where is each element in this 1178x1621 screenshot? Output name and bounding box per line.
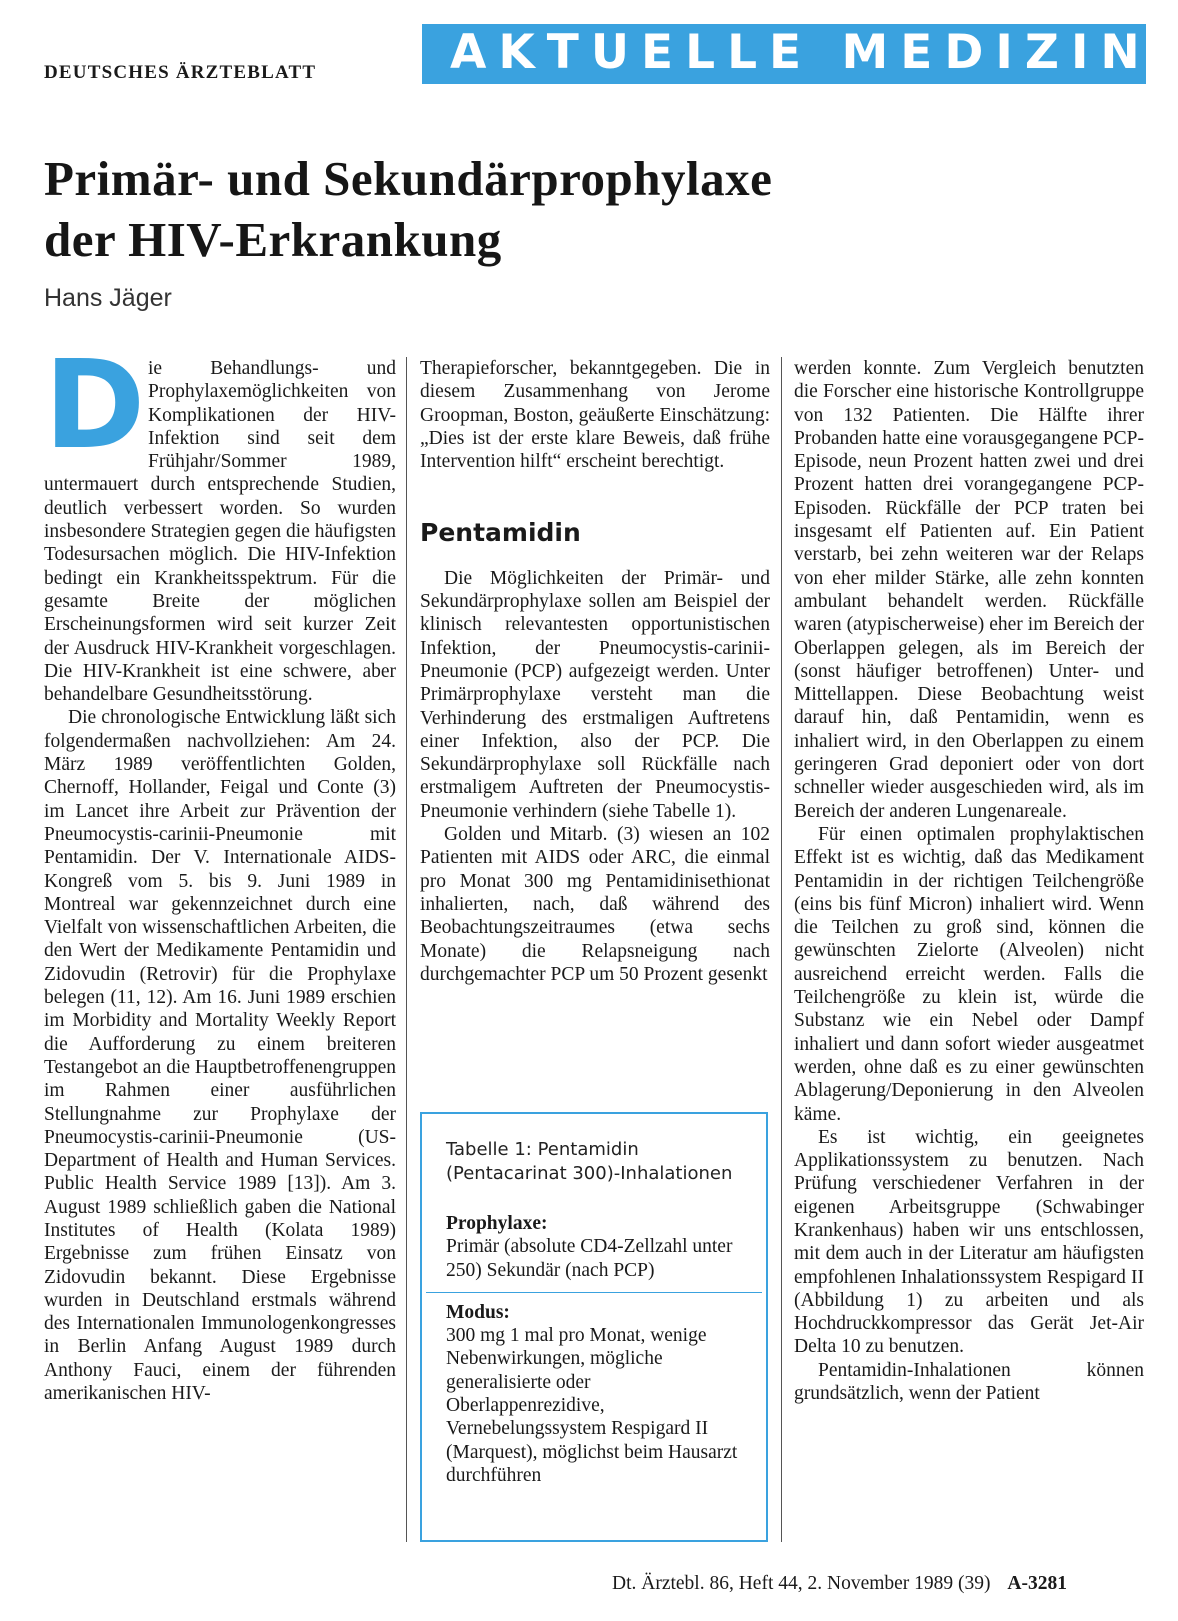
table-1-box (420, 1112, 768, 1542)
column-divider-2 (781, 357, 782, 1542)
section-title: AKTUELLE MEDIZIN (450, 25, 1152, 80)
table-1-section-modus (426, 1292, 762, 1497)
paragraph: Therapieforscher, bekanntgegeben. Die in diesem Zusammenhang von Jerome Groopman, Boston, geäußerte Einschätzung: „Dies ist der erste klare Beweis, daß frühe Intervention hilft“ erscheint berechtigt. (420, 358, 770, 473)
article-title (44, 148, 772, 270)
table-1-title: Tabelle 1: Pentamidin (Pentacarinat 300)-Inhalationen (446, 1139, 733, 1184)
paragraph: Die Möglichkeiten der Primär- und Sekundärprophylaxe sollen am Beispiel der klinisch relevantesten opportunistischen Infektion, der Pneumocystis-carinii-Pneumonie (PCP) aufgezeigt werden. Unter Primärprophylaxe versteht man die Verhinderung des erstmaligen Auftretens einer Infektion, also der PCP. Die Sekundärprophylaxe soll Rückfälle nach erstmaligem Auftreten der Pneumocystis-Pneumonie verhindern (siehe Tabelle 1). (420, 567, 770, 822)
paragraph: Für einen optimalen prophylaktischen Effekt ist es wichtig, daß das Medikament Pentamidin in der richtigen Teilchengröße (eins bis fünf Micron) inhaliert wird. Wenn die Teilchen zu groß sind, können die gewünschten Zielorte (Alveolen) nicht ausreichend erreicht werden. Falls die Teilchengröße zu klein ist, würde die Substanz wie ein Nebel oder Dampf inhaliert und dann sofort wieder ausgeatmet werden, ohne daß es zu einer gewünschten Ablagerung/Deponierung in den Alveolen käme. (794, 823, 1144, 1125)
article-title-line-1: Primär- und Sekundärprophylaxe (44, 151, 773, 206)
paragraph: ie Behandlungs- und Prophylaxemöglichkeiten von Komplikationen der HIV-Infektion sind seit dem Frühjahr/Sommer 1989, untermauert durch entsprechende Studien, deutlich verbessert worden. So wurden insbesondere Strategien gegen die häufigsten Todesursachen möglich. Die HIV-Infektion bedingt ein Krankheitsspektrum. Für die gesamte Breite der möglichen Erscheinungsformen wird seit kurzer Zeit der Ausdruck HIV-Krankheit vorgeschlagen. Die HIV-Krankheit ist eine schwere, aber behandelbare Gesundheitsstörung. (44, 358, 396, 706)
paragraph: Die chronologische Entwicklung läßt sich folgendermaßen nachvollziehen: Am 24. März 1989 veröffentlichten Golden, Chernoff, Hollander, Feigal und Conte (3) im Lancet ihre Arbeit zur Prävention der Pneumocystis-carinii-Pneumonie mit Pentamidin. Der V. Internationale AIDS-Kongreß vom 5. bis 9. Juni 1989 in Montreal war gekennzeichnet durch eine Vielfalt von wissenschaftlichen Arbeiten, die den Wert der Medikamente Pentamidin und Zidovudin (Retrovir) für die Prophylaxe belegen (11, 12). Am 16. Juni 1989 erschien im Morbidity and Mortality Weekly Report die Aufforderung zu einem breiteren Testangebot an die Hauptbetroffenengruppen im Rahmen einer ausführlichen Stellungnahme zur Prophylaxe der Pneumocystis-carinii-Pneumonie (US-Department of Health and Human Services. Public Health Service 1989 [13]). Am 3. August 1989 schließlich gaben die National Institutes of Health (Kolata 1989) Ergebnisse zum frühen Einsatz von Zidovudin bekannt. Diese Ergebnisse wurden in Deutschland erstmals während des Internationalen Immunologenkongresses in Berlin Anfang August 1989 durch Anthony Fauci, einem der führenden amerikanischen HIV- (44, 707, 396, 1405)
column-divider-1 (406, 357, 407, 1542)
text-column-3 (794, 357, 1144, 1405)
paragraph: Golden und Mitarb. (3) wiesen an 102 Patienten mit AIDS oder ARC, die einmal pro Monat 300 mg Pentamidinisethionat inhalierten, nach, daß während des Beobachtungszeitraumes (etwa sechs Monate) die Relapsneigung nach durchgemachter PCP um 50 Prozent gesenkt (420, 824, 770, 985)
page-footer (612, 1573, 1067, 1595)
text-column-2 (420, 357, 770, 986)
page-number: A-3281 (1007, 1573, 1067, 1594)
article-author: Hans Jäger (44, 284, 172, 312)
paragraph: Es ist wichtig, ein geeignetes Applikationssystem zu benutzen. Nach Prüfung verschiedener Verfahren in der eigenen Arbeitsgruppe (Schwabinger Krankenhaus) haben wir uns entschlossen, mit dem auch in der Literatur am häufigsten empfohlenen Inhalationssystem Respigard II (Abbildung 1) zu arbeiten und als Hochdruckkompressor das Gerät Jet-Air Delta 10 zu benutzen. (794, 1126, 1144, 1358)
drop-cap: D (44, 334, 146, 476)
table-1-label: Modus: (446, 1301, 510, 1323)
footer-citation: Dt. Ärztebl. 86, Heft 44, 2. November 1989 (39) (612, 1573, 991, 1594)
journal-name: DEUTSCHES ÄRZTEBLATT (44, 62, 317, 83)
table-1-label: Prophylaxe: (446, 1213, 548, 1234)
article-title-line-2: der HIV-Erkrankung (44, 212, 502, 267)
paragraph: werden konnte. Zum Vergleich benutzten die Forscher eine historische Kontrollgruppe von 132 Patienten. Die Hälfte ihrer Probanden hatte eine vorausgegangene PCP-Episode, neun Prozent hatten zwei und drei Prozent hatten drei vorangegangene PCP-Episoden. Rückfälle der PCP traten bei insgesamt elf Patienten auf. Ein Patient verstarb, bei zehn weiteren war der Relaps von eher milder Stärke, alle zehn konnten ambulant behandelt werden. Rückfälle waren (atypischerweise) eher im Bereich der Oberlappen gelegen, als im Bereich der (sonst häufiger betroffenen) Unter- und Mittellappen. Diese Beobachtung weist darauf hin, daß Pentamidin, wenn es inhaliert wird, in den Oberlappen zu einem geringeren Grad deponiert oder von dort schneller wieder ausgeschieden wird, als im Bereich der anderen Lungenareale. (794, 358, 1144, 822)
section-heading: Pentamidin (420, 518, 581, 548)
paragraph: Pentamidin-Inhalationen können grundsätzlich, wenn der Patient (794, 1359, 1144, 1405)
table-1-section-prophylaxe (426, 1204, 762, 1292)
text-column-1 (44, 334, 396, 1405)
table-1-text: 300 mg 1 mal pro Monat, wenige Nebenwirkungen, mögliche generalisierte oder Oberlappenrezidive, Vernebelungssystem Respigard II (Marquest), möglichst beim Hausarzt durchführen (446, 1325, 738, 1486)
table-1-text: Primär (absolute CD4-Zellzahl unter 250) Sekundär (nach PCP) (446, 1236, 733, 1281)
section-banner (422, 24, 1152, 84)
